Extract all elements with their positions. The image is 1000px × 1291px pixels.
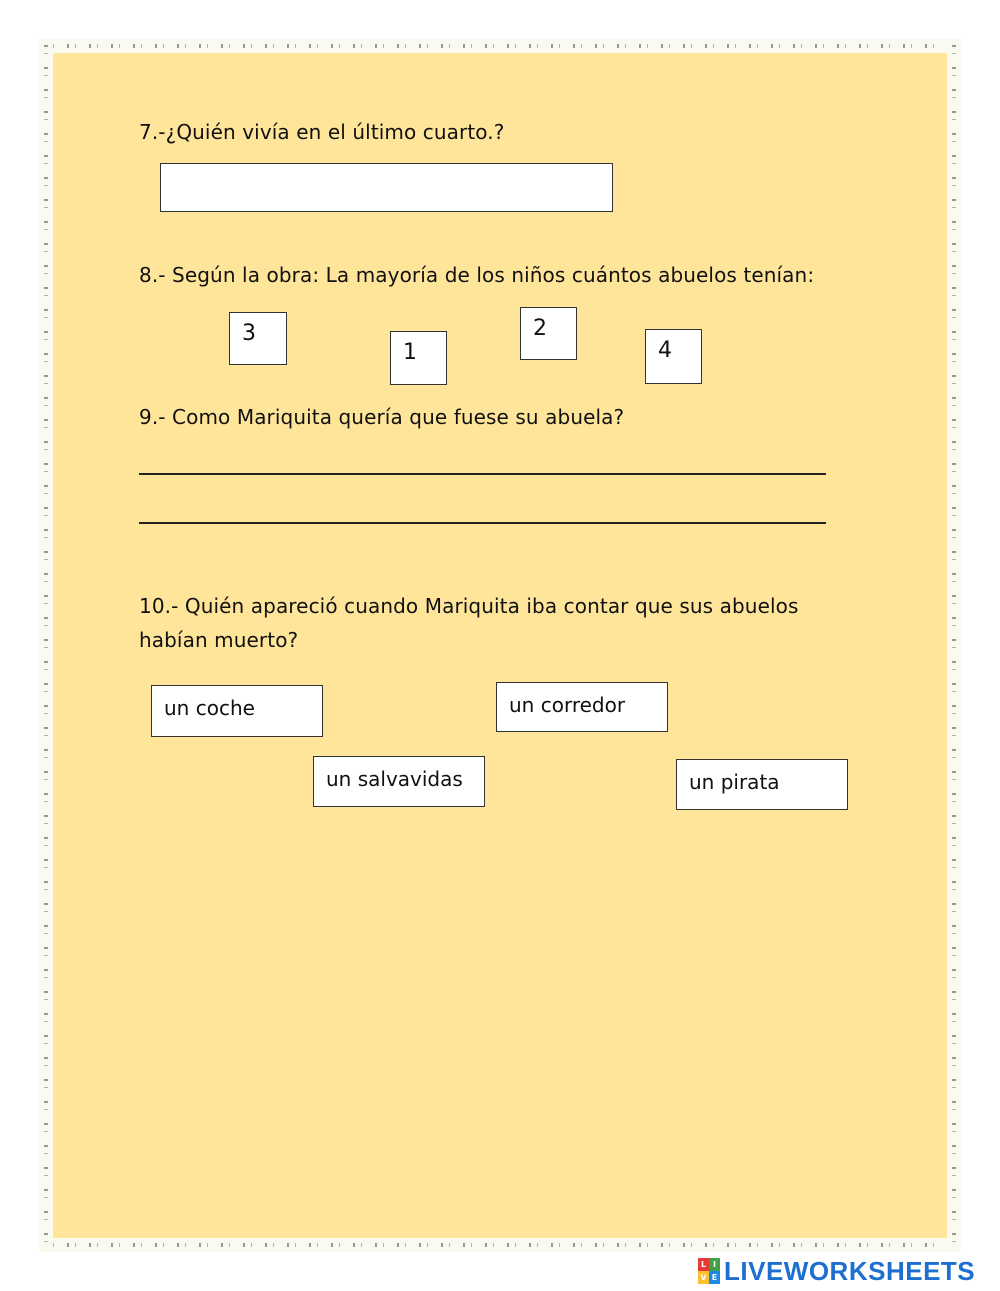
question-10-option-un-corredor[interactable]: un corredor [496, 682, 668, 732]
question-8-option-2[interactable]: 2 [520, 307, 577, 360]
liveworksheets-logo [698, 1256, 975, 1286]
question-10-text-line-1: 10.- Quién apareció cuando Mariquita iba contar que sus abuelos [139, 594, 799, 618]
question-9-answer-line-2[interactable] [139, 522, 826, 524]
liveworksheets-logo-text: LIVEWORKSHEETS [724, 1255, 976, 1286]
question-10-text-line-2: habían muerto? [139, 628, 299, 652]
question-8-option-4[interactable]: 4 [645, 329, 702, 384]
liveworksheets-logo-icon: L I V E [698, 1258, 720, 1284]
question-8-text: 8.- Según la obra: La mayoría de los niños cuántos abuelos tenían: [139, 263, 815, 287]
decorative-border-bottom [39, 1238, 961, 1252]
question-8-option-3[interactable]: 3 [229, 312, 287, 365]
question-10-option-un-salvavidas[interactable]: un salvavidas [313, 756, 485, 807]
question-7-answer-input[interactable] [160, 163, 613, 212]
decorative-border-top [39, 39, 961, 53]
question-9-answer-line-1[interactable] [139, 473, 826, 475]
question-7-text: 7.-¿Quién vivía en el último cuarto.? [139, 120, 505, 144]
question-10-option-un-coche[interactable]: un coche [151, 685, 323, 737]
decorative-border-right [947, 39, 961, 1252]
question-9-text: 9.- Como Mariquita quería que fuese su abuela? [139, 405, 625, 429]
question-10-option-un-pirata[interactable]: un pirata [676, 759, 848, 810]
decorative-border-left [39, 39, 53, 1252]
question-8-option-1[interactable]: 1 [390, 331, 447, 385]
